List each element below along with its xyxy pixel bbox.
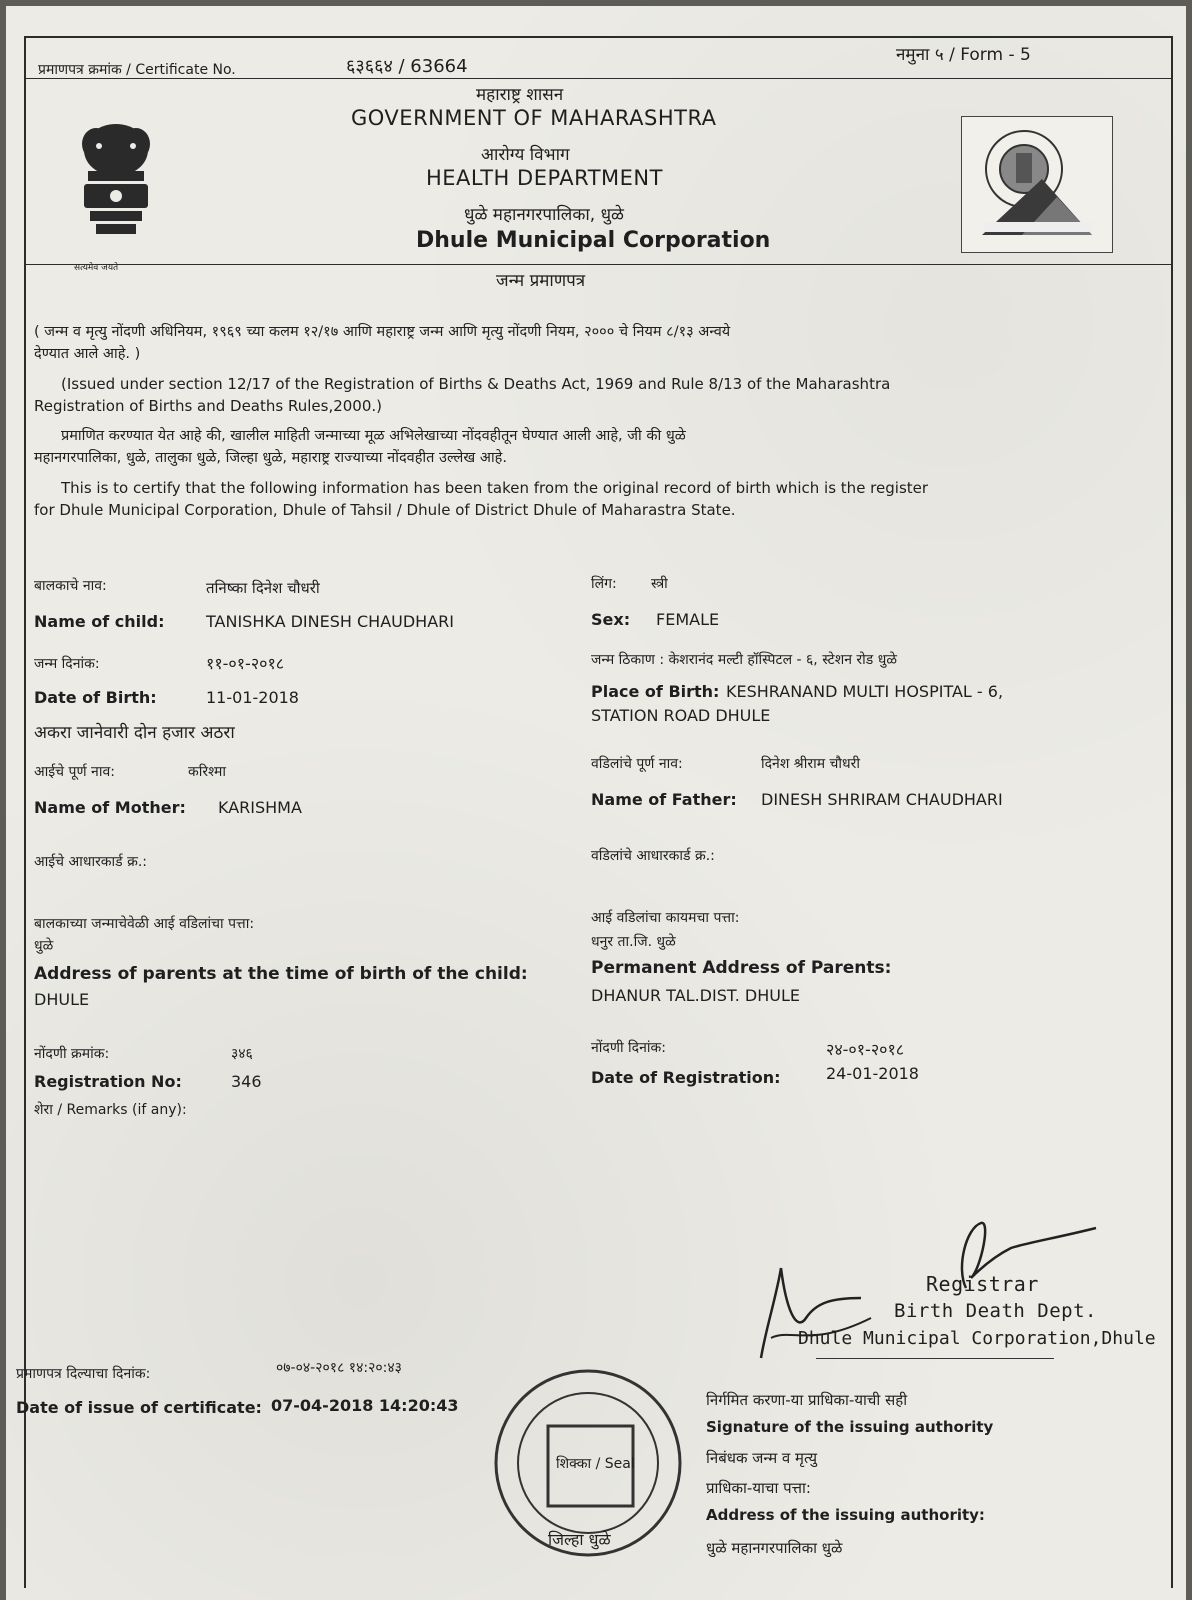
permanent-address-value: DHANUR TAL.DIST. DHULE bbox=[591, 986, 800, 1005]
header-divider-bottom bbox=[26, 264, 1171, 265]
registrar-underline bbox=[816, 1358, 1054, 1359]
corporation-title: Dhule Municipal Corporation bbox=[416, 228, 771, 253]
dob-hindi-label: जन्म दिनांक: bbox=[34, 656, 100, 672]
authority-address-value: धुळे महानगरपालिका धुळे bbox=[706, 1539, 843, 1557]
child-name-label: Name of child: bbox=[34, 612, 165, 631]
sex-label: Sex: bbox=[591, 610, 631, 629]
permanent-address-hindi-label: आई वडिलांचा कायमचा पत्ता: bbox=[591, 910, 740, 926]
certificate-no-value: ६३६६४ / 63664 bbox=[346, 56, 468, 77]
father-name-label: Name of Father: bbox=[591, 790, 737, 809]
father-aadhar-hindi-label: वडिलांचे आधारकार्ड क्र.: bbox=[591, 848, 715, 864]
remarks-label: शेरा / Remarks (if any): bbox=[34, 1102, 187, 1118]
registration-no-label: Registration No: bbox=[34, 1072, 182, 1091]
sex-hindi: स्त्री bbox=[651, 576, 668, 592]
certificate-no-label: प्रमाणपत्र क्रमांक / Certificate No. bbox=[38, 62, 236, 78]
dob-value: 11-01-2018 bbox=[206, 688, 299, 707]
father-name-hindi: दिनेश श्रीराम चौधरी bbox=[761, 756, 860, 772]
permanent-address-hindi: धनुर ता.जि. धुळे bbox=[591, 934, 676, 950]
national-emblem-icon bbox=[66, 116, 166, 261]
municipal-logo bbox=[961, 116, 1113, 253]
certify-hindi-1: प्रमाणित करण्यात येत आहे की, खालील माहिती जन्माच्या मूळ अभिलेखाच्या नोंदवहीतून घेण्यात आली आहे, जी की धुळे bbox=[61, 428, 686, 444]
pob-value-2: STATION ROAD DHULE bbox=[591, 706, 771, 725]
issued-under-english-1: (Issued under section 12/17 of the Registration of Births & Deaths Act, 1969 and Rule 8/13 of the Maharashtra bbox=[61, 375, 891, 393]
department-title: HEALTH DEPARTMENT bbox=[426, 166, 663, 190]
issuing-signature-hindi: निर्गमित करणा-या प्राधिका-याची सही bbox=[706, 1391, 908, 1409]
birth-address-hindi: धुळे bbox=[34, 938, 54, 954]
mother-name-hindi-label: आईचे पूर्ण नाव: bbox=[34, 764, 115, 780]
birth-address-hindi-label: बालकाच्या जन्माचेवेळी आई वडिलांचा पत्ता: bbox=[34, 916, 255, 932]
certify-english-2: for Dhule Municipal Corporation, Dhule of Tahsil / Dhule of District Dhule of Maharastra State. bbox=[34, 501, 736, 519]
authority-address-label: Address of the issuing authority: bbox=[706, 1506, 985, 1524]
registrar-department: Birth Death Dept. bbox=[894, 1300, 1097, 1322]
issue-date-label: Date of issue of certificate: bbox=[16, 1398, 262, 1417]
certificate-frame bbox=[16, 36, 1173, 1588]
dob-in-words-hindi: अकरा जानेवारी दोन हजार अठरा bbox=[34, 723, 235, 743]
registration-date-label: Date of Registration: bbox=[591, 1068, 781, 1087]
sex-value: FEMALE bbox=[656, 610, 720, 629]
issued-under-english-2: Registration of Births and Deaths Rules,2000.) bbox=[34, 397, 383, 415]
registration-no-hindi: ३४६ bbox=[231, 1046, 253, 1062]
document-title-hindi: जन्म प्रमाणपत्र bbox=[496, 271, 586, 291]
issued-under-hindi-1: ( जन्म व मृत्यु नोंदणी अधिनियम, १९६९ च्या कलम १२/१७ आणि महाराष्ट्र जन्म आणि मृत्यु नोंदणी नियम, २००० चे नियम ८/१३ अन्वये bbox=[34, 324, 731, 340]
mother-aadhar-hindi-label: आईचे आधारकार्ड क्र.: bbox=[34, 854, 148, 870]
government-title-hindi: महाराष्ट्र शासन bbox=[476, 85, 564, 105]
authority-address-hindi-label: प्राधिका-याचा पत्ता: bbox=[706, 1479, 811, 1497]
official-seal bbox=[488, 1358, 688, 1568]
registration-date-value: 24-01-2018 bbox=[826, 1064, 919, 1083]
registrar-title: Registrar bbox=[926, 1272, 1039, 1296]
child-name-hindi: तनिष्का दिनेश चौधरी bbox=[206, 579, 320, 597]
registration-no-value: 346 bbox=[231, 1072, 262, 1091]
registration-date-hindi: २४-०१-२०१८ bbox=[826, 1040, 905, 1059]
registrar-corporation: Dhule Municipal Corporation,Dhule bbox=[798, 1328, 1156, 1349]
birth-address-value: DHULE bbox=[34, 990, 90, 1009]
emblem-caption: सत्यमेव जयते bbox=[74, 263, 119, 273]
father-name-value: DINESH SHRIRAM CHAUDHARI bbox=[761, 790, 1003, 809]
registration-date-hindi-label: नोंदणी दिनांक: bbox=[591, 1040, 666, 1056]
municipal-logo-icon bbox=[962, 117, 1112, 252]
certify-english-1: This is to certify that the following information has been taken from the original record of birth which is the register bbox=[61, 479, 929, 497]
corporation-title-hindi: धुळे महानगरपालिका, धुळे bbox=[464, 205, 624, 225]
mother-name-hindi: करिश्मा bbox=[188, 764, 227, 780]
father-name-hindi-label: वडिलांचे पूर्ण नाव: bbox=[591, 756, 683, 772]
issue-date-hindi: ०७-०४-२०१८ १४:२०:४३ bbox=[276, 1360, 402, 1376]
government-title: GOVERNMENT OF MAHARASHTRA bbox=[351, 106, 717, 130]
child-name-hindi-label: बालकाचे नाव: bbox=[34, 578, 107, 594]
pob-value-1: KESHRANAND MULTI HOSPITAL - 6, bbox=[726, 682, 1004, 701]
seal-bottom-text: जिल्हा धुळे bbox=[548, 1530, 611, 1549]
issue-date-hindi-label: प्रमाणपत्र दिल्याचा दिनांक: bbox=[16, 1366, 151, 1382]
registrar-signature-mark bbox=[751, 1258, 881, 1368]
issue-date-value: 07-04-2018 14:20:43 bbox=[271, 1396, 459, 1415]
issuing-authority-hindi: निबंधक जन्म व मृत्यु bbox=[706, 1449, 818, 1467]
birth-address-label: Address of parents at the time of birth of the child: bbox=[34, 964, 528, 984]
certificate-sheet bbox=[6, 6, 1186, 1600]
dob-label: Date of Birth: bbox=[34, 688, 157, 707]
registration-no-hindi-label: नोंदणी क्रमांक: bbox=[34, 1046, 110, 1062]
issuing-signature-label: Signature of the issuing authority bbox=[706, 1418, 994, 1436]
mother-name-label: Name of Mother: bbox=[34, 798, 186, 817]
department-title-hindi: आरोग्य विभाग bbox=[481, 145, 570, 165]
sex-hindi-label: लिंग: bbox=[591, 576, 617, 592]
seal-label: शिक्का / Seal bbox=[556, 1456, 635, 1472]
certify-hindi-2: महानगरपालिका, धुळे, तालुका धुळे, जिल्हा धुळे, महाराष्ट्र राज्याच्या नोंदवहीत उल्लेख आहे. bbox=[34, 450, 507, 466]
form-number: नमुना ५ / Form - 5 bbox=[896, 45, 1031, 65]
issued-under-hindi-2: देण्यात आले आहे. ) bbox=[34, 346, 141, 362]
child-name-value: TANISHKA DINESH CHAUDHARI bbox=[206, 612, 454, 631]
pob-label: Place of Birth: bbox=[591, 682, 720, 701]
header-divider-top bbox=[26, 78, 1171, 79]
pob-hindi: जन्म ठिकाण : केशरानंद मल्टी हॉस्पिटल - ६, स्टेशन रोड धुळे bbox=[591, 652, 897, 668]
mother-name-value: KARISHMA bbox=[218, 798, 302, 817]
dob-hindi: ११-०१-२०१८ bbox=[206, 654, 285, 673]
permanent-address-label: Permanent Address of Parents: bbox=[591, 958, 892, 978]
